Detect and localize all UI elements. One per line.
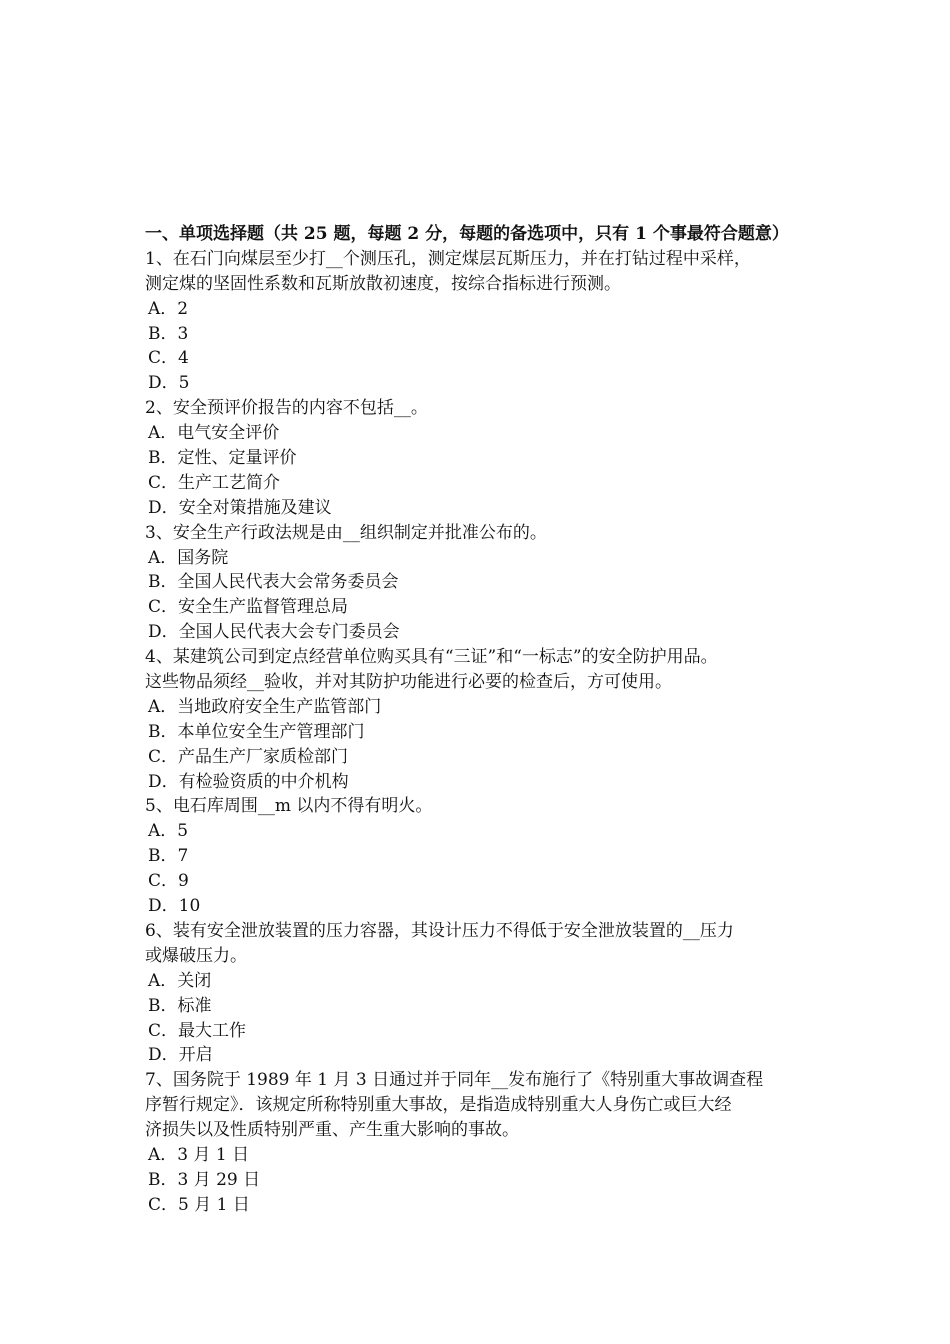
option-c: C．5 月 1 日: [148, 1194, 250, 1215]
question-5: [145, 794, 825, 918]
option-a: A．当地政府安全生产监管部门: [148, 696, 382, 717]
section-title: 一、单项选择题（共 25 题，每题 2 分，每题的备选项中，只有 1 个事最符合题意）: [145, 224, 789, 244]
question-text: 济损失以及性质特别严重、产生重大影响的事故。: [145, 1120, 519, 1141]
option-b: B．本单位安全生产管理部门: [148, 721, 365, 742]
option-c: C．最大工作: [148, 1020, 247, 1041]
option-b: B．定性、定量评价: [148, 448, 297, 469]
option-b: B．标准: [148, 995, 212, 1016]
option-d: D．10: [148, 896, 201, 917]
option-d: D．开启: [148, 1045, 213, 1066]
option-c: C．生产工艺简介: [148, 472, 281, 493]
question-text: 5、电石库周围__m 以内不得有明火。: [145, 796, 433, 817]
option-a: A．关闭: [148, 970, 212, 991]
question-text: 4、某建筑公司到定点经营单位购买具有“三证”和“一标志”的安全防护用品。: [145, 647, 718, 668]
option-b: B．全国人民代表大会常务委员会: [148, 572, 399, 593]
question-1: [145, 247, 825, 396]
option-c: C．4: [148, 348, 189, 369]
question-text: 序暂行规定》．该规定所称特别重大事故，是指造成特别重大人身伤亡或巨大经: [145, 1095, 732, 1116]
question-text: 或爆破压力。: [145, 945, 247, 966]
question-2: [145, 396, 825, 520]
question-6: [145, 919, 825, 1068]
question-4: [145, 645, 825, 794]
option-d: D．安全对策措施及建议: [148, 497, 332, 518]
question-text: 3、安全生产行政法规是由__组织制定并批准公布的。: [145, 522, 547, 543]
option-d: D．全国人民代表大会专门委员会: [148, 622, 400, 643]
question-text: 测定煤的坚固性系数和瓦斯放散初速度，按综合指标进行预测。: [145, 273, 621, 294]
option-b: B．7: [148, 846, 189, 867]
option-c: C．产品生产厂家质检部门: [148, 746, 349, 767]
option-d: D．5: [148, 373, 190, 394]
document-page: [145, 222, 825, 1218]
question-text: 1、在石门向煤层至少打__个测压孔，测定煤层瓦斯压力，并在打钻过程中采样，: [145, 248, 751, 269]
question-7: [145, 1068, 825, 1217]
option-c: C．安全生产监督管理总局: [148, 597, 349, 618]
question-text: 6、装有安全泄放装置的压力容器，其设计压力不得低于安全泄放装置的__压力: [145, 920, 734, 941]
option-a: A．2: [148, 298, 189, 319]
option-a: A．3 月 1 日: [148, 1144, 250, 1165]
question-text: 7、国务院于 1989 年 1 月 3 日通过并于同年__发布施行了《特别重大事故调查程: [145, 1070, 764, 1091]
question-text: 2、安全预评价报告的内容不包括__。: [145, 398, 428, 419]
option-d: D．有检验资质的中介机构: [148, 771, 349, 792]
option-a: A．电气安全评价: [148, 423, 280, 444]
question-text: 这些物品须经__验收，并对其防护功能进行必要的检查后，方可使用。: [145, 672, 672, 693]
option-a: A．国务院: [148, 547, 229, 568]
option-a: A．5: [148, 821, 189, 842]
option-b: B．3 月 29 日: [148, 1169, 261, 1190]
option-c: C．9: [148, 871, 189, 892]
option-b: B．3: [148, 323, 189, 344]
question-3: [145, 521, 825, 645]
